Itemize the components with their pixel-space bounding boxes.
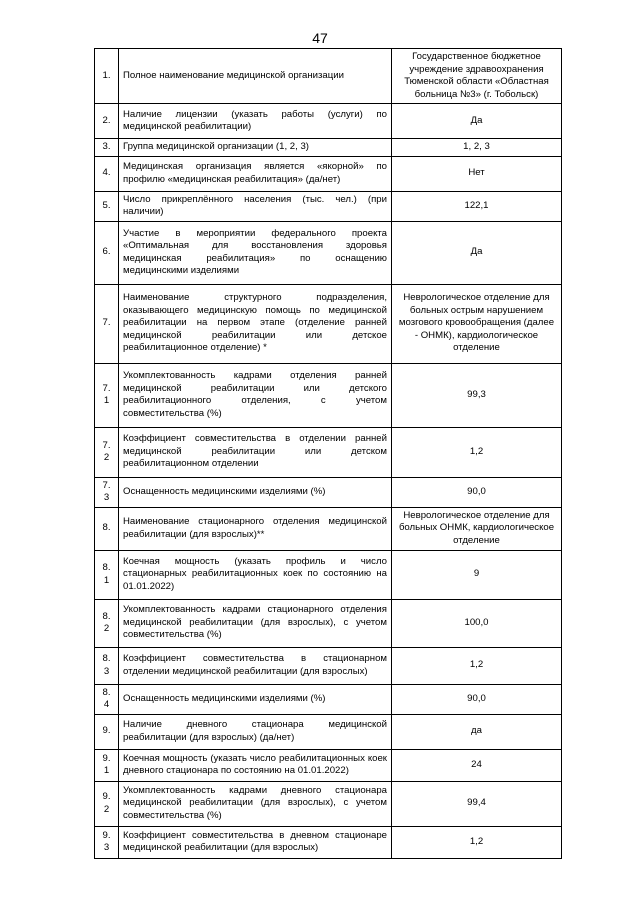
row-description: Участие в мероприятии федерального проекта «Оптимальная для восстановления здоровья медицинская реабилитация» по оснащению медицинскими изделиями [119, 221, 392, 284]
row-number: 9. 3 [95, 826, 119, 858]
row-description: Коечная мощность (указать число реабилитационных коек дневного стационара по состоянию на 01.01.2022) [119, 749, 392, 781]
row-number: 9. 2 [95, 781, 119, 826]
row-description: Укомплектованность кадрами дневного стационара медицинской реабилитации (для взрослых), с учетом совместительства (%) [119, 781, 392, 826]
row-number: 3. [95, 139, 119, 157]
row-value: Да [392, 221, 562, 284]
row-number: 5. [95, 191, 119, 221]
table-row [95, 684, 562, 714]
row-number: 8. 3 [95, 647, 119, 684]
row-number: 1. [95, 49, 119, 104]
row-value: 1,2 [392, 826, 562, 858]
row-value: 99,3 [392, 363, 562, 427]
row-number: 4. [95, 156, 119, 191]
table-row [95, 647, 562, 684]
row-value: 24 [392, 749, 562, 781]
row-value: Нет [392, 156, 562, 191]
row-description: Наличие лицензии (указать работы (услуги) по медицинской реабилитации) [119, 104, 392, 139]
table-row [95, 749, 562, 781]
organization-info-table [94, 48, 562, 859]
row-description: Группа медицинской организации (1, 2, 3) [119, 139, 392, 157]
table-row [95, 714, 562, 749]
row-description: Медицинская организация является «якорной» по профилю «медицинская реабилитация» (да/нет) [119, 156, 392, 191]
row-number: 9. 1 [95, 749, 119, 781]
row-number: 8. 2 [95, 599, 119, 647]
row-number: 8. [95, 507, 119, 550]
table-row [95, 363, 562, 427]
table-row [95, 507, 562, 550]
row-description: Коэффициент совместительства в стационарном отделении медицинской реабилитации (для взрослых) [119, 647, 392, 684]
table-row [95, 599, 562, 647]
row-number: 7. 2 [95, 427, 119, 477]
table-row [95, 781, 562, 826]
row-description: Полное наименование медицинской организации [119, 49, 392, 104]
row-number: 8. 4 [95, 684, 119, 714]
row-value: Неврологическое отделение для больных ОНМК, кардиологическое отделение [392, 507, 562, 550]
row-value: 1,2 [392, 427, 562, 477]
row-description: Наличие дневного стационара медицинской реабилитации (для взрослых) (да/нет) [119, 714, 392, 749]
row-value: 122,1 [392, 191, 562, 221]
row-description: Укомплектованность кадрами отделения ранней медицинской реабилитации или детского реабилитационного отделения, с учетом совместительства (%) [119, 363, 392, 427]
row-description: Наименование структурного подразделения, оказывающего медицинскую помощь по медицинской реабилитации на первом этапе (отделение ранней медицинской реабилитации или детское реабилитационное отделение) * [119, 284, 392, 363]
table-row [95, 104, 562, 139]
table-row [95, 427, 562, 477]
row-description: Оснащенность медицинскими изделиями (%) [119, 684, 392, 714]
row-description: Укомплектованность кадрами стационарного отделения медицинской реабилитации (для взрослых), с учетом совместительства (%) [119, 599, 392, 647]
table-row [95, 550, 562, 599]
row-value: 9 [392, 550, 562, 599]
row-description: Оснащенность медицинскими изделиями (%) [119, 477, 392, 507]
row-value: 100,0 [392, 599, 562, 647]
row-description: Коэффициент совместительства в дневном стационаре медицинской реабилитации (для взрослых) [119, 826, 392, 858]
table-row [95, 477, 562, 507]
row-number: 7. 1 [95, 363, 119, 427]
row-number: 6. [95, 221, 119, 284]
row-number: 7. [95, 284, 119, 363]
row-description: Наименование стационарного отделения медицинской реабилитации (для взрослых)** [119, 507, 392, 550]
row-value: Да [392, 104, 562, 139]
row-number: 8. 1 [95, 550, 119, 599]
table-body [95, 49, 562, 859]
row-value: Неврологическое отделение для больных острым нарушением мозгового кровообращения (далее - ОНМК), кардиологическое отделение [392, 284, 562, 363]
row-value: 1, 2, 3 [392, 139, 562, 157]
table-row [95, 826, 562, 858]
row-value: 1,2 [392, 647, 562, 684]
row-number: 7. 3 [95, 477, 119, 507]
table-row [95, 284, 562, 363]
row-value: Государственное бюджетное учреждение здравоохранения Тюменской области «Областная больница №3» (г. Тобольск) [392, 49, 562, 104]
row-value: 99,4 [392, 781, 562, 826]
table-row [95, 191, 562, 221]
row-description: Коечная мощность (указать профиль и число стационарных реабилитационных коек по состоянию на 01.01.2022) [119, 550, 392, 599]
page-number: 47 [312, 30, 328, 46]
table-row [95, 139, 562, 157]
table-row [95, 221, 562, 284]
row-description: Коэффициент совместительства в отделении ранней медицинской реабилитации или детском реабилитационном отделении [119, 427, 392, 477]
row-number: 2. [95, 104, 119, 139]
table-row [95, 156, 562, 191]
table-row [95, 49, 562, 104]
row-value: 90,0 [392, 684, 562, 714]
row-number: 9. [95, 714, 119, 749]
row-value: да [392, 714, 562, 749]
row-value: 90,0 [392, 477, 562, 507]
row-description: Число прикреплённого населения (тыс. чел.) (при наличии) [119, 191, 392, 221]
